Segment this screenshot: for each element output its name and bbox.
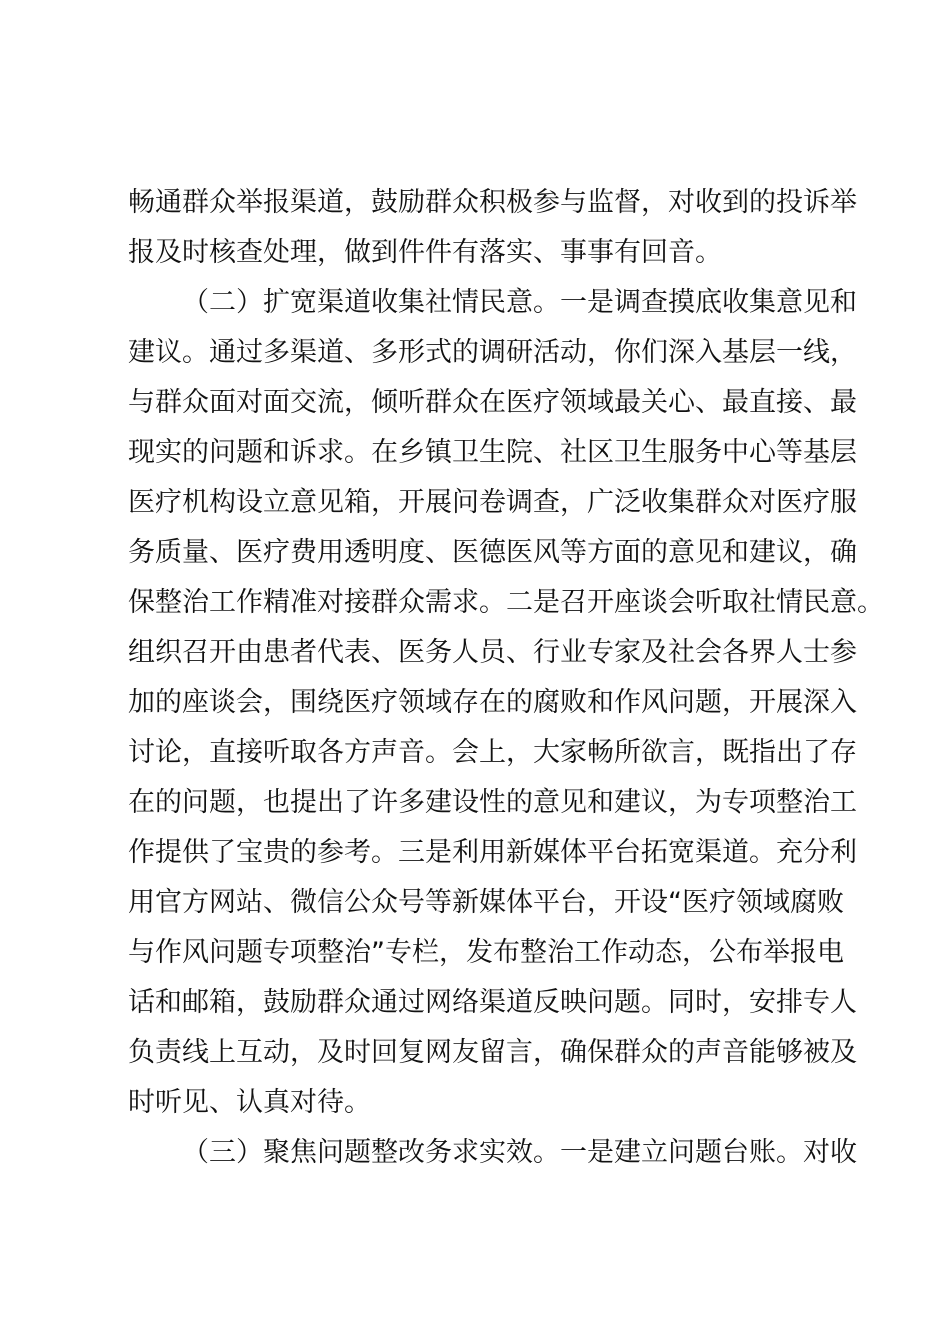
text-line: 负责线上互动，及时回复网友留言，确保群众的声音能够被及: [128, 1037, 857, 1068]
body-text: [128, 178, 884, 1178]
text-line: 与作风问题专项整治”专栏，发布整治工作动态，公布举报电: [128, 937, 844, 968]
text-line: 与群众面对面交流，倾听群众在医疗领域最关心、最直接、最: [128, 387, 857, 418]
text-line: 组织召开由患者代表、医务人员、行业专家及社会各界人士参: [128, 637, 857, 668]
section-heading-line: （三）聚焦问题整改务求实效。一是建立问题台账。对收: [182, 1137, 857, 1168]
text-line: 用官方网站、微信公众号等新媒体平台，开设“医疗领域腐败: [128, 887, 844, 918]
text-line: 报及时核查处理，做到件件有落实、事事有回音。: [128, 237, 722, 268]
text-line: 医疗机构设立意见箱，开展问卷调查，广泛收集群众对医疗服: [128, 487, 857, 518]
text-line: 时听见、认真对待。: [128, 1087, 371, 1118]
text-line: 作提供了宝贵的参考。三是利用新媒体平台拓宽渠道。充分利: [128, 837, 857, 868]
text-line: 讨论，直接听取各方声音。会上，大家畅所欲言，既指出了存: [128, 737, 857, 768]
text-line: 现实的问题和诉求。在乡镇卫生院、社区卫生服务中心等基层: [128, 437, 857, 468]
text-line: 加的座谈会，围绕医疗领域存在的腐败和作风问题，开展深入: [128, 687, 857, 718]
text-line: 在的问题，也提出了许多建设性的意见和建议，为专项整治工: [128, 787, 857, 818]
section-heading-line: （二）扩宽渠道收集社情民意。一是调查摸底收集意见和: [182, 287, 857, 318]
text-line: 畅通群众举报渠道，鼓励群众积极参与监督，对收到的投诉举: [128, 187, 857, 218]
text-line: 保整治工作精准对接群众需求。二是召开座谈会听取社情民意。: [128, 587, 884, 618]
text-line: 建议。通过多渠道、多形式的调研活动，你们深入基层一线，: [128, 337, 857, 368]
text-line: 务质量、医疗费用透明度、医德医风等方面的意见和建议，确: [128, 537, 857, 568]
text-line: 话和邮箱，鼓励群众通过网络渠道反映问题。同时，安排专人: [128, 987, 857, 1018]
